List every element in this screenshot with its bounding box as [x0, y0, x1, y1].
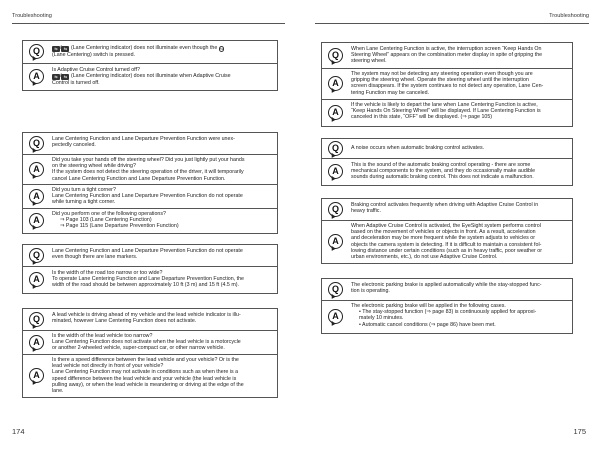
answer-line: Did you turn a tight corner? [52, 187, 116, 193]
answer-icon: A [29, 272, 44, 287]
lane-centering-indicator-icon: ⇆ [52, 74, 60, 80]
question-line: Steering Wheel” appears on the combination meter display in spite of gripping the [351, 52, 543, 59]
answer-icon: A [29, 213, 44, 228]
answer-line: gripping the steering wheel. Operate the steering wheel until the interruption [351, 77, 529, 84]
faq-block [321, 198, 573, 264]
answer-icon: A [29, 162, 44, 177]
answer-row [23, 209, 277, 233]
answer-line: To operate Lane Centering Function and Lane Departure Prevention Function, the [52, 276, 244, 283]
answer-line: cancel Lane Centering Function and Lane Departure Prevention Function. [52, 175, 226, 182]
answer-row [322, 159, 572, 185]
question-line: pectedly canceled. [52, 142, 96, 149]
question-icon: Q [328, 48, 343, 63]
question-line: A lead vehicle is driving ahead of my vehicle and the lead vehicle indicator is illu- [52, 312, 241, 318]
faq-block [22, 132, 278, 234]
question-row [322, 43, 572, 69]
question-line: (Lane Centering) switch is pressed. [52, 51, 136, 58]
question-icon: Q [328, 282, 343, 297]
answer-icon: A [29, 335, 44, 350]
answer-icon: A [29, 368, 44, 383]
question-icon: Q [29, 44, 44, 59]
answer-icon: A [328, 76, 343, 91]
answer-line: Did you take your hands off the steering wheel? Did you just lightly put your hands [52, 157, 245, 163]
answer-row [23, 355, 277, 397]
answer-row [322, 69, 572, 100]
answer-line: objects the camera system is detecting. If it is difficult to maintain a consistent fol- [351, 241, 542, 248]
answer-line: screen disappears. If the system continues to not detect any operation, Lane Cen- [351, 83, 544, 90]
answer-line: Did you perform one of the following operations? [52, 211, 166, 217]
answer-line: tering Function may be canceled. [351, 89, 430, 96]
answer-line: sounds during automatic braking control. This does not indicate a malfunction. [351, 174, 534, 181]
lane-centering-indicator-alt-icon: ⇆ [61, 74, 69, 80]
answer-row [322, 221, 572, 263]
answer-line: based on the movement of vehicles or objects in front. As a result, acceleration [351, 229, 536, 236]
answer-line: (Lane Centering indicator) does not illuminate when Adaptive Cruise [70, 73, 231, 80]
question-row [23, 309, 277, 331]
answer-line: mechanical components to the system, and they do occasionally make audible [351, 168, 536, 175]
answer-row [23, 155, 277, 185]
answer-line: The system may not be detecting any steering operation even though you are [351, 71, 533, 77]
answer-icon: A [328, 309, 343, 324]
answer-bullet: • The stay-stopped function (⇒ page 83) is continuously applied for approxi- [359, 309, 537, 316]
question-row [23, 245, 277, 267]
question-row [322, 139, 572, 159]
answer-line: Is Adaptive Cruise Control turned off? [52, 67, 140, 73]
question-line: even though there are lane markers. [52, 254, 138, 261]
answer-line: “Keep Hands On Steering Wheel” will be displayed. If Lane Centering Function is [351, 108, 541, 115]
question-line: steering wheel. [351, 58, 387, 65]
answer-bullet: mately 10 minutes. [359, 315, 404, 322]
question-line: heavy traffic. [351, 208, 381, 215]
answer-line: When Adaptive Cruise Control is activated, the EyeSight system performs control [351, 223, 541, 229]
answer-line: This is the sound of the automatic braking control operating - there are some [351, 162, 531, 168]
page-reference-link[interactable]: ⇒ Page 103 (Lane Centering Function) [60, 217, 152, 224]
answer-line: Is the width of the road too narrow or too wide? [52, 270, 163, 276]
header-rule [315, 23, 589, 24]
answer-line: urban environments, etc.), do not use Adaptive Cruise Control. [351, 254, 498, 261]
question-row [322, 199, 572, 221]
answer-icon: A [328, 105, 343, 120]
answer-row [322, 100, 572, 126]
answer-line: Lane Centering Function does not activate when the lead vehicle is a motorcycle [52, 339, 241, 346]
answer-line: Is the width of the lead vehicle too narrow? [52, 333, 153, 339]
answer-line: canceled in this state, “OFF” will be displayed. (⇒ page 105) [351, 114, 493, 121]
page-reference-link[interactable]: ⇒ Page 115 (Lane Departure Prevention Function) [60, 223, 179, 230]
answer-line: or another 2-wheeled vehicle, super-compact car, or other narrow vehicle. [52, 345, 225, 352]
question-icon: Q [328, 141, 343, 156]
question-line: Lane Centering Function and Lane Departure Prevention Function do not operate [52, 248, 243, 254]
question-line: Lane Centering Function and Lane Departure Prevention Function were unex- [52, 136, 235, 142]
question-icon: Q [328, 202, 343, 217]
page-number: 174 [12, 427, 25, 436]
answer-row [322, 301, 572, 333]
question-icon: Q [29, 248, 44, 263]
answer-row [23, 64, 277, 90]
answer-line: If the vehicle is likely to depart the lane when Lane Centering Function is active, [351, 102, 538, 108]
answer-line: lowing distance under certain conditions (such as in heavy traffic, poor weather or [351, 247, 542, 254]
answer-line: and deceleration may be more frequent while the system adjusts to vehicles or [351, 235, 536, 242]
answer-line: on the steering wheel while driving? [52, 163, 136, 170]
page-header: Troubleshooting [549, 13, 589, 19]
answer-line: If the system does not detect the steering operation of the driver, it will temporarily [52, 169, 244, 176]
answer-line: while turning a tight corner. [52, 199, 116, 206]
answer-bullet: • Automatic cancel conditions (⇒ page 86) have been met. [359, 321, 496, 328]
answer-line: speed difference between the lead vehicle and your vehicle (the lead vehicle is [52, 375, 237, 382]
answer-line: pulling away), or when the lead vehicle is meandering or driving at the edge of the [52, 381, 244, 388]
answer-line: Is there a speed difference between the lead vehicle and your vehicle? Or is the [52, 357, 239, 363]
answer-row [23, 267, 277, 293]
answer-line: lead vehicle not directly in front of your vehicle? [52, 363, 164, 370]
question-line: Braking control activates frequently when driving with Adaptive Cruise Control in [351, 202, 539, 208]
answer-icon: A [29, 189, 44, 204]
question-line: minated, however Lane Centering Function does not activate. [52, 318, 197, 325]
page-number: 175 [573, 427, 586, 436]
faq-block [321, 42, 573, 127]
question-line: The electronic parking brake is applied automatically while the stay-stopped func- [351, 282, 542, 288]
question-icon: Q [29, 312, 44, 327]
answer-icon: A [29, 69, 44, 84]
faq-block [22, 308, 278, 398]
question-line: tion is operating. [351, 288, 390, 295]
answer-line: The electronic parking brake will be applied in the following cases. [351, 303, 506, 309]
faq-block [321, 138, 573, 186]
question-row [322, 279, 572, 301]
lane-centering-indicator-alt-icon: ⇆ [61, 46, 69, 52]
question-line: A noise occurs when automatic braking control activates. [351, 145, 485, 151]
answer-row [23, 331, 277, 355]
question-row [23, 41, 277, 64]
faq-block [22, 244, 278, 294]
answer-line: lane. [52, 388, 64, 395]
question-icon: Q [29, 136, 44, 151]
answer-line: width of the road should be between approximately 10 ft (3 m) and 15 ft (4.5 m). [52, 282, 239, 289]
page-header: Troubleshooting [12, 13, 52, 19]
faq-block [321, 278, 573, 334]
lane-centering-indicator-icon: ⇆ [52, 46, 60, 52]
question-row [23, 133, 277, 155]
faq-block [22, 40, 278, 91]
question-line: When Lane Centering Function is active, the interruption screen “Keep Hands On [351, 46, 542, 52]
answer-icon: A [328, 164, 343, 179]
answer-line: Lane Centering Function may not activate in conditions such as when there is a [52, 369, 239, 376]
header-rule [12, 23, 285, 24]
answer-line: Control is turned off. [52, 79, 100, 86]
answer-icon: A [328, 234, 343, 249]
answer-line: Lane Centering Function and Lane Departure Prevention Function do not operate [52, 193, 243, 200]
lane-centering-switch-icon: ⇆ [220, 47, 224, 51]
right-page [300, 0, 600, 450]
question-line: (Lane Centering indicator) does not illuminate even though the [70, 45, 218, 51]
answer-row [23, 185, 277, 209]
